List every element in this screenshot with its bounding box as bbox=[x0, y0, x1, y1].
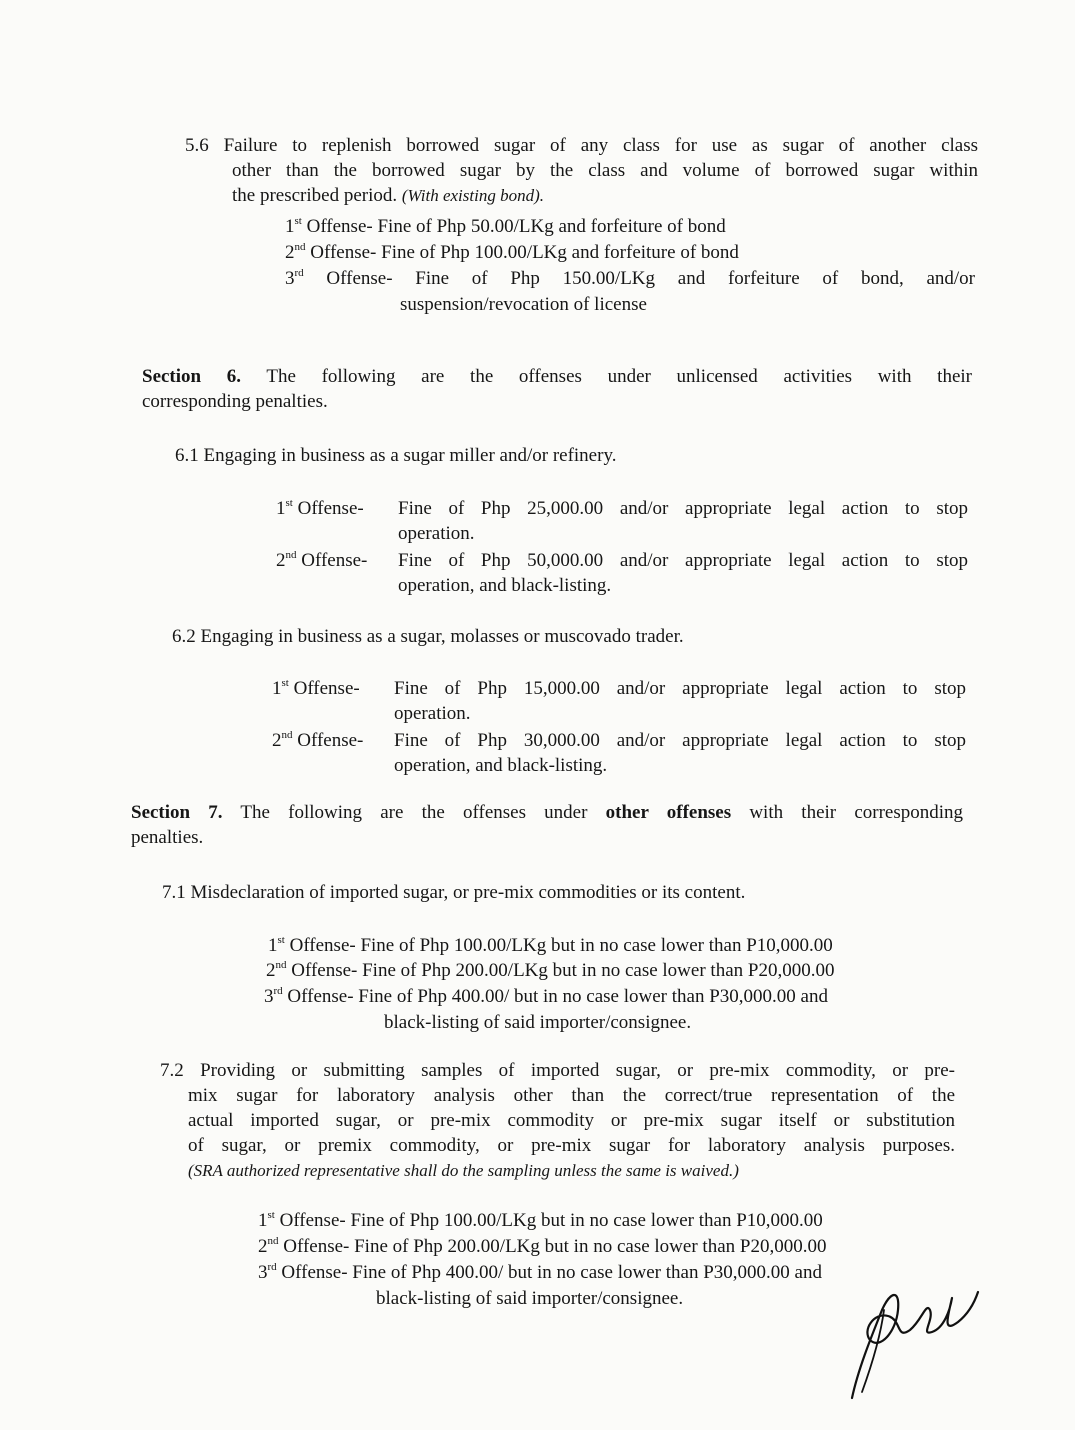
item-5-6 bbox=[185, 133, 978, 208]
item-5-6-line: 5.6 Failure to replenish borrowed sugar of any class for use as sugar of another class bbox=[185, 135, 978, 156]
section-7-heading: Section 7. bbox=[131, 802, 223, 823]
offense-row: 3rd Offense- Fine of Php 400.00/ but in no case lower than P30,000.00 and bbox=[258, 1261, 822, 1283]
item-5-6-line: the prescribed period. (With existing bond). bbox=[232, 185, 545, 206]
offense-row: 1st Offense- Fine of Php 50.00/LKg and forfeiture of bond bbox=[285, 215, 726, 237]
section-6-heading: Section 6. bbox=[142, 366, 242, 387]
sampling-note: (SRA authorized representative shall do the sampling unless the same is waived.) bbox=[188, 1161, 739, 1180]
penalty-text: Fine of Php 15,000.00 and/or appropriate legal action to stop operation. bbox=[394, 678, 966, 724]
offense-row: 2nd Offense- Fine of Php 100.00/LKg and forfeiture of bond bbox=[285, 241, 739, 263]
penalty-text: Fine of Php 25,000.00 and/or appropriate legal action to stop operation. bbox=[398, 498, 968, 544]
section-7-intro: Section 7. The following are the offenses under other offenses with their corresponding penalties. bbox=[131, 802, 964, 848]
item-7-2: 7.2 Providing or submitting samples of imported sugar, or pre-mix commodity, or pre- mix sugar for laboratory analysis other than the correct/true representation of the actual imported sugar, or pre-mix commodity or pre-mix sugar itself or substitution of sugar, or premix commodity, or pre-mix sugar for laboratory analysis purposes. (SRA authorized representative shall do the sampling unless the same is waived.) bbox=[160, 1058, 955, 1183]
offense-row: 1st Offense- Fine of Php 100.00/LKg but in no case lower than P10,000.00 bbox=[258, 1209, 823, 1231]
item-7-1-title: 7.1 Misdeclaration of imported sugar, or pre-mix commodities or its content. bbox=[162, 882, 746, 903]
offense-row: 3rd Offense- Fine of Php 400.00/ but in no case lower than P30,000.00 and bbox=[264, 985, 828, 1007]
offense-label: 1st Offense- bbox=[272, 677, 360, 699]
item-5-6-line: other than the borrowed sugar by the class and volume of borrowed sugar within bbox=[232, 160, 978, 181]
penalty-continuation: black-listing of said importer/consignee. bbox=[376, 1288, 684, 1309]
offense-row: 1st Offense- Fine of Php 100.00/LKg but in no case lower than P10,000.00 bbox=[268, 934, 833, 956]
signature-initials bbox=[840, 1270, 990, 1400]
section-6-intro: Section 6. The following are the offenses under unlicensed activities with their corresponding penalties. bbox=[142, 366, 972, 412]
offense-row: 2nd Offense- Fine of Php 200.00/LKg but in no case lower than P20,000.00 bbox=[258, 1235, 827, 1257]
offense-label: 2nd Offense- bbox=[276, 549, 368, 571]
penalty-continuation: suspension/revocation of license bbox=[400, 294, 647, 315]
item-6-2-title: 6.2 Engaging in business as a sugar, molasses or muscovado trader. bbox=[172, 626, 684, 647]
penalty-text: Fine of Php 30,000.00 and/or appropriate legal action to stop operation, and black-listing. bbox=[394, 730, 966, 776]
offense-label: 1st Offense- bbox=[276, 497, 364, 519]
bond-note: (With existing bond). bbox=[401, 186, 545, 205]
penalty-text: Fine of Php 50,000.00 and/or appropriate legal action to stop operation, and black-listing. bbox=[398, 550, 968, 596]
offense-row: 2nd Offense- Fine of Php 200.00/LKg but in no case lower than P20,000.00 bbox=[266, 959, 835, 981]
penalty-continuation: black-listing of said importer/consignee. bbox=[384, 1012, 692, 1033]
offense-label: 2nd Offense- bbox=[272, 729, 364, 751]
offense-row: 3rd Offense- Fine of Php 150.00/LKg and forfeiture of bond, and/or bbox=[285, 267, 976, 289]
item-6-1-title: 6.1 Engaging in business as a sugar miller and/or refinery. bbox=[175, 445, 617, 466]
